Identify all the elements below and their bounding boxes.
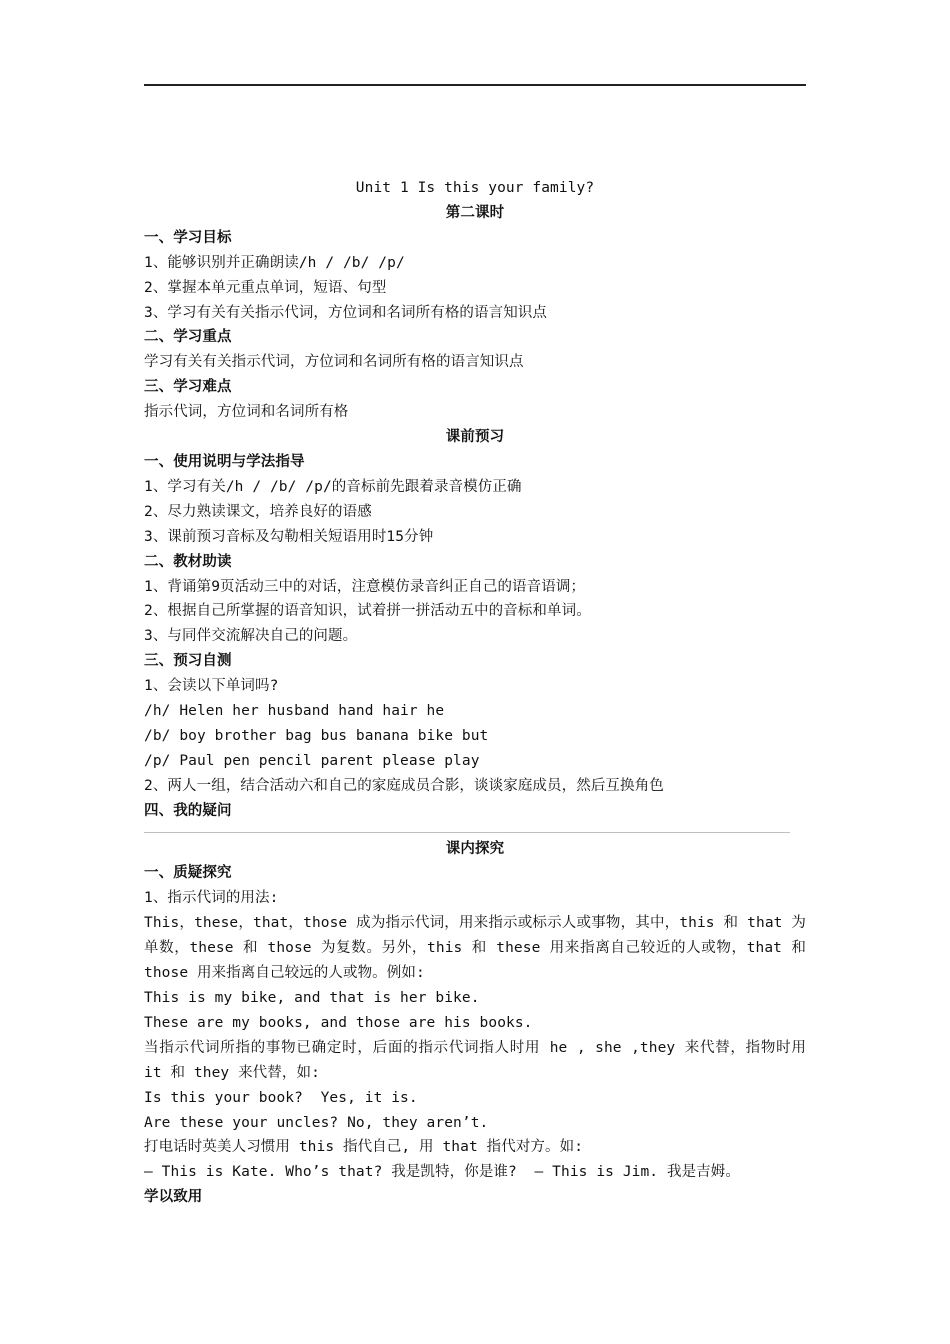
selftest-item: /b/ boy brother bag bus banana bike but — [144, 727, 489, 744]
textbook-item: 2、根据自己所掌握的语音知识，试着拼一拼活动五中的音标和单词。 — [144, 603, 591, 620]
instruction-item: 3、课前预习音标及勾勒相关短语用时15分钟 — [144, 528, 434, 545]
answer-line — [144, 832, 790, 833]
difficulty-heading: 三、学习难点 — [144, 379, 232, 396]
phone-example: — This is Kate. Who’s that? 我是凯特，你是谁? — This is Jim. 我是吉姆。 — [144, 1164, 740, 1181]
selftest-item: 1、会读以下单词吗? — [144, 678, 279, 695]
textbook-heading: 二、教材助读 — [144, 553, 232, 570]
document-content — [144, 176, 806, 1210]
inclass-title: 课内探究 — [445, 840, 505, 857]
selftest-item: /h/ Helen her husband hand hair he — [144, 703, 445, 720]
difficulty-text: 指示代词，方位词和名词所有格 — [144, 404, 349, 421]
instruction-item: 2、尽力熟读课文，培养良好的语感 — [144, 503, 372, 520]
example-sentence: This is my bike, and that is her bike. — [144, 990, 480, 1006]
phone-paragraph: 打电话时英美人习惯用 this 指代自己, 用 that 指代对方。如: — [144, 1139, 584, 1156]
inquiry-heading: 一、质疑探究 — [144, 865, 232, 882]
pronoun-paragraph: This，these，that，those 成为指示代词，用来指示或标示人或事物，其中，this 和 that 为单数，these 和 those 为复数。另外，this 和 these 用来指离自己较近的人或物，that 和 those 用来指离自己较远的人或物。例如: — [144, 915, 806, 982]
questions-heading: 四、我的疑问 — [144, 802, 232, 819]
reference-paragraph: 当指示代词所指的事物已确定时，后面的指示代词指人时用 he , she ,they 来代替，指物时用 it 和 they 来代替，如: — [144, 1039, 806, 1081]
example-sentence: Are these your uncles? No, they aren’t. — [144, 1114, 489, 1131]
instruction-item: 1、学习有关/h / /b/ /p/的音标前先跟着录音模仿正确 — [144, 478, 522, 495]
selftest-heading: 三、预习自测 — [144, 653, 232, 670]
unit-title: Unit 1 Is this your family? — [355, 180, 595, 196]
textbook-item: 1、背诵第9页活动三中的对话，注意模仿录音纠正自己的语音语调； — [144, 578, 586, 595]
goal-item: 3、学习有关有关指示代词，方位词和名词所有格的语言知识点 — [144, 304, 548, 321]
example-sentence: Is this your book? Yes, it is. — [144, 1089, 418, 1106]
inquiry-subheading: 1、指示代词的用法: — [144, 890, 279, 907]
preview-title: 课前预习 — [445, 429, 505, 446]
selftest-item: /p/ Paul pen pencil parent please play — [144, 752, 480, 769]
goal-item: 2、掌握本单元重点单词，短语、句型 — [144, 279, 387, 296]
focus-text: 学习有关有关指示代词，方位词和名词所有格的语言知识点 — [144, 354, 524, 371]
apply-heading: 学以致用 — [144, 1189, 203, 1206]
goals-heading: 一、学习目标 — [144, 229, 232, 246]
focus-heading: 二、学习重点 — [144, 329, 232, 346]
example-sentence: These are my books, and those are his books. — [144, 1014, 533, 1031]
textbook-item: 3、与同伴交流解决自己的问题。 — [144, 628, 358, 645]
goal-item: 1、能够识别并正确朗读/h / /b/ /p/ — [144, 254, 405, 271]
instructions-heading: 一、使用说明与学法指导 — [144, 453, 305, 470]
lesson-title: 第二课时 — [445, 204, 505, 221]
selftest-item: 2、两人一组，结合活动六和自己的家庭成员合影，谈谈家庭成员，然后互换角色 — [144, 777, 664, 794]
header-rule — [144, 84, 806, 86]
